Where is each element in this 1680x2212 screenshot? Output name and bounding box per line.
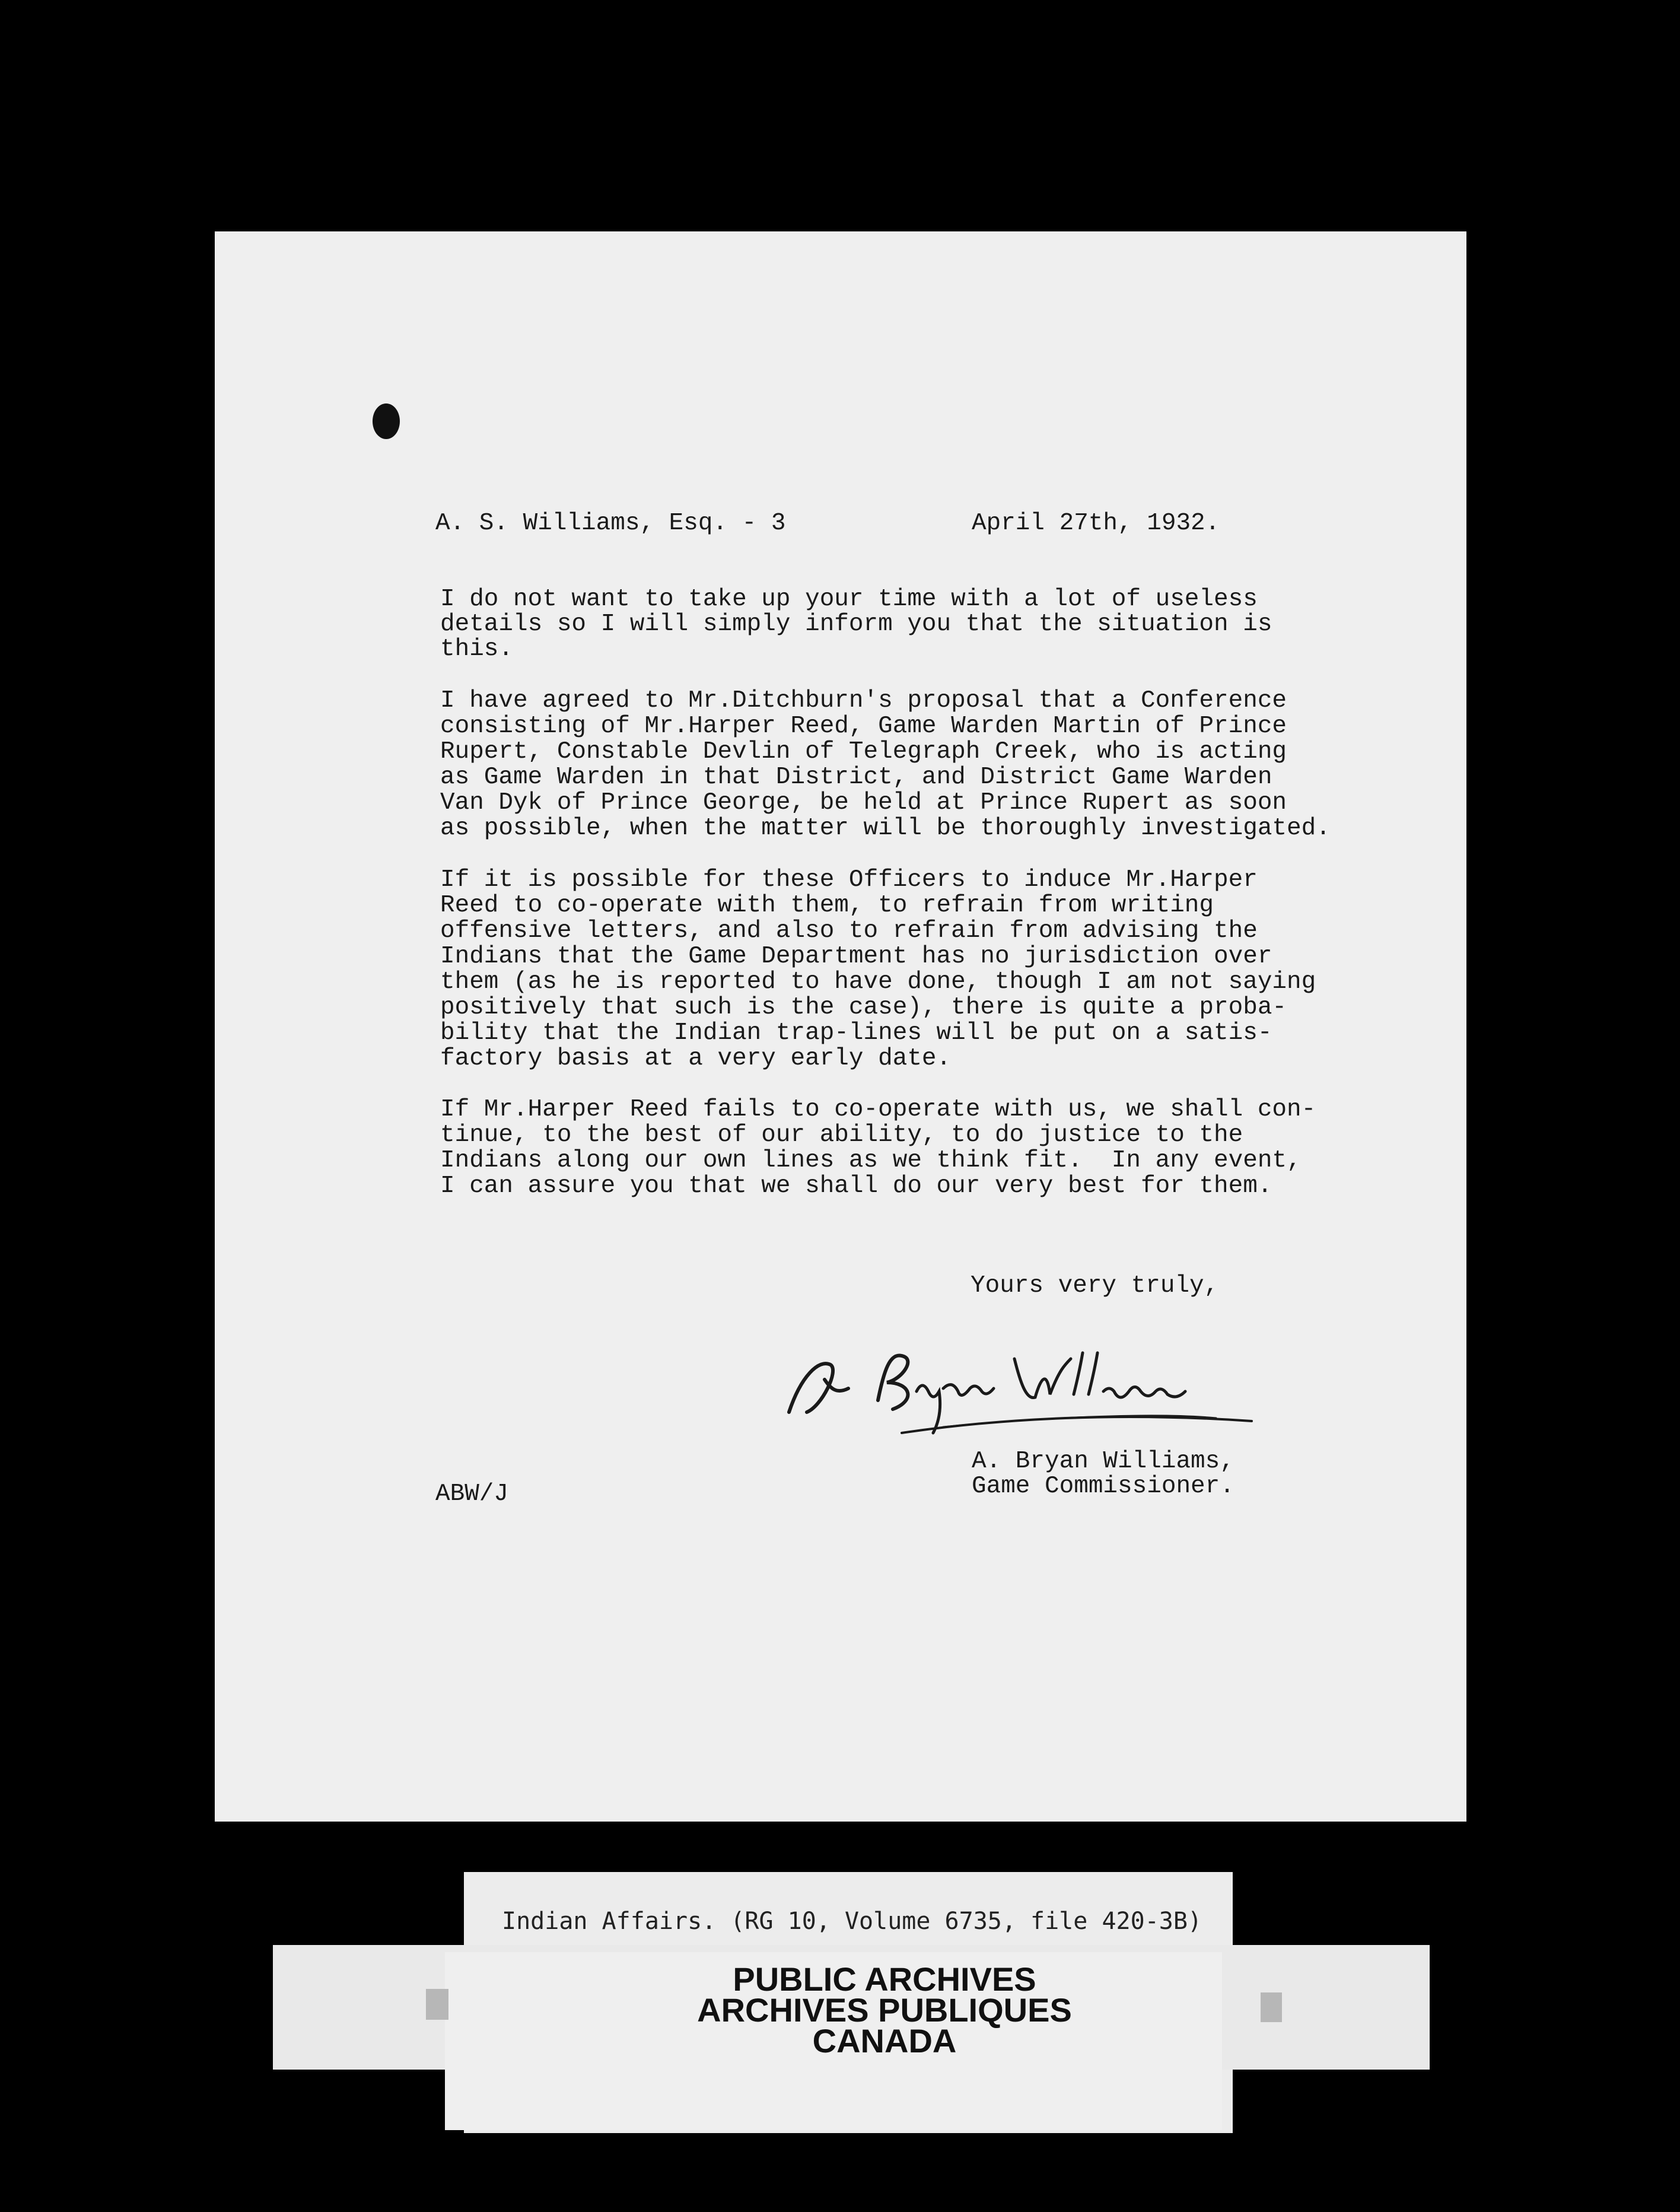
signer-title: Game Commissioner. (972, 1473, 1234, 1500)
handwritten-signature (765, 1323, 1287, 1442)
paragraph-line: I do not want to take up your time with a lot of useless (440, 586, 1258, 613)
paragraph-line: Indians along our own lines as we think fit. In any event, (440, 1147, 1302, 1174)
letter-recipient-header: A. S. Williams, Esq. - 3 (435, 510, 786, 537)
typist-initials: ABW/J (435, 1480, 509, 1508)
clip-mark-left (426, 1989, 448, 2020)
paragraph-line: I have agreed to Mr.Ditchburn's proposal that a Conference (440, 687, 1287, 714)
paragraph-line: If it is possible for these Officers to induce Mr.Harper (440, 866, 1258, 894)
paragraph-line: offensive letters, and also to refrain from advising the (440, 917, 1258, 945)
paragraph-line: consisting of Mr.Harper Reed, Game Warden Martin of Prince (440, 713, 1287, 740)
clip-mark-right (1261, 1992, 1282, 2022)
paragraph-line: If Mr.Harper Reed fails to co-operate with us, we shall con- (440, 1096, 1316, 1123)
archive-stamp-line-1: PUBLIC ARCHIVES (733, 1960, 1036, 1998)
letter-date: April 27th, 1932. (972, 510, 1220, 537)
paragraph-line: Indians that the Game Department has no jurisdiction over (440, 943, 1272, 970)
paragraph-line: as Game Warden in that District, and District Game Warden (440, 764, 1272, 791)
paragraph-line: bility that the Indian trap-lines will be put on a satis- (440, 1019, 1272, 1047)
paragraph-line: this. (440, 635, 514, 663)
paragraph-line: positively that such is the case), there is quite a proba- (440, 994, 1287, 1021)
ink-blot (373, 403, 400, 439)
archive-reference: Indian Affairs. (RG 10, Volume 6735, file 420-3B) (502, 1908, 1202, 1935)
paragraph-line: details so I will simply inform you that the situation is (440, 611, 1272, 638)
archive-stamp-line-2: ARCHIVES PUBLIQUES (697, 1991, 1072, 2029)
paragraph-line: them (as he is reported to have done, though I am not saying (440, 968, 1316, 996)
paragraph-line: Van Dyk of Prince George, be held at Prince Rupert as soon (440, 789, 1287, 816)
paragraph-line: Reed to co-operate with them, to refrain from writing (440, 892, 1214, 919)
paragraph-line: factory basis at a very early date. (440, 1045, 952, 1072)
archive-stamp-line-3: CANADA (812, 2022, 957, 2060)
paragraph-line: Rupert, Constable Devlin of Telegraph Creek, who is acting (440, 738, 1287, 765)
paragraph-line: I can assure you that we shall do our very best for them. (440, 1172, 1272, 1200)
paragraph-line: tinue, to the best of our ability, to do justice to the (440, 1121, 1243, 1149)
signer-name: A. Bryan Williams, (972, 1448, 1234, 1475)
letter-closing: Yours very truly, (971, 1272, 1219, 1299)
paragraph-line: as possible, when the matter will be thoroughly investigated. (440, 815, 1331, 842)
